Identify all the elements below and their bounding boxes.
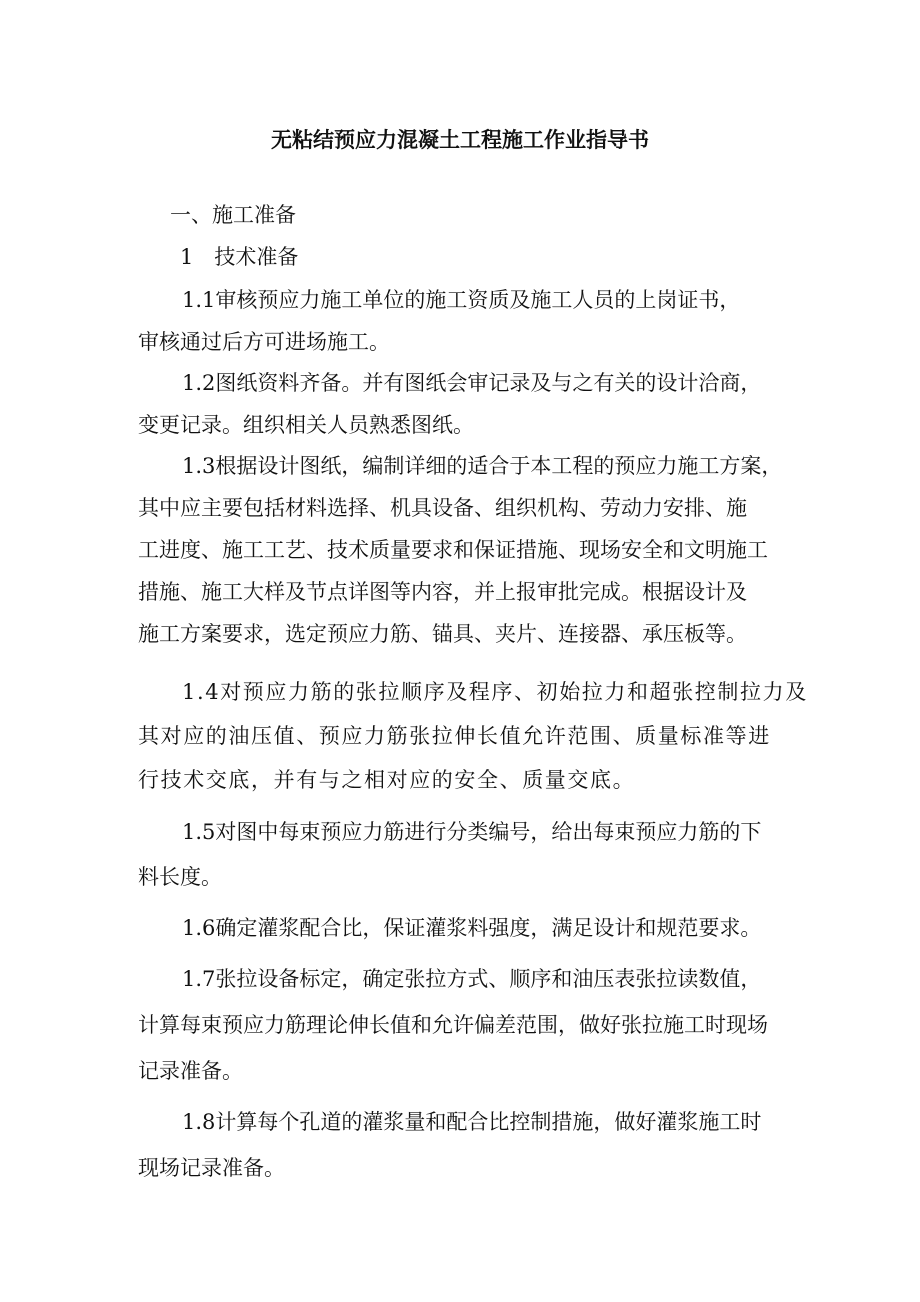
paragraph-line: 1.2图纸资料齐备。并有图纸会审记录及与之有关的设计洽商， [182, 371, 762, 395]
paragraph-line: 1.4对预应力筋的张拉顺序及程序、初始拉力和超张控制拉力及 [182, 680, 808, 704]
paragraph-line: 措施、施工大样及节点详图等内容，并上报审批完成。根据设计及 [138, 580, 747, 604]
paragraph-line: 变更记录。组织相关人员熟悉图纸。 [138, 413, 474, 437]
paragraph-line: 1.5对图中每束预应力筋进行分类编号，给出每束预应力筋的下 [182, 820, 762, 844]
document-title: 无粘结预应力混凝土工程施工作业指导书 [271, 127, 649, 152]
section-heading: 一、施工准备 [170, 203, 296, 227]
paragraph-line: 料长度。 [138, 865, 222, 889]
paragraph-line: 审核通过后方可进场施工。 [138, 330, 390, 354]
paragraph-line: 施工方案要求，选定预应力筋、锚具、夹片、连接器、承压板等。 [138, 622, 747, 646]
paragraph-line: 1.7张拉设备标定，确定张拉方式、顺序和油压表张拉读数值， [182, 967, 762, 991]
paragraph-line: 工进度、施工工艺、技术质量要求和保证措施、现场安全和文明施工 [138, 538, 768, 562]
paragraph-line: 1.6确定灌浆配合比，保证灌浆料强度，满足设计和规范要求。 [182, 916, 762, 940]
subsection-heading: 1 技术准备 [180, 245, 299, 269]
paragraph-line: 1.8计算每个孔道的灌浆量和配合比控制措施，做好灌浆施工时 [182, 1110, 762, 1134]
paragraph-line: 1.1审核预应力施工单位的施工资质及施工人员的上岗证书， [182, 288, 741, 312]
paragraph-line: 计算每束预应力筋理论伸长值和允许偏差范围，做好张拉施工时现场 [138, 1013, 768, 1037]
paragraph-line: 现场记录准备。 [138, 1156, 285, 1180]
paragraph-line: 1.3根据设计图纸，编制详细的适合于本工程的预应力施工方案， [182, 454, 783, 478]
paragraph-line: 其中应主要包括材料选择、机具设备、组织机构、劳动力安排、施 [138, 496, 747, 520]
paragraph-line: 其对应的油压值、预应力筋张拉伸长值允许范围、质量标准等进 [138, 724, 771, 748]
paragraph-line: 行技术交底，并有与之相对应的安全、质量交底。 [138, 768, 636, 792]
paragraph-line: 记录准备。 [138, 1059, 243, 1083]
